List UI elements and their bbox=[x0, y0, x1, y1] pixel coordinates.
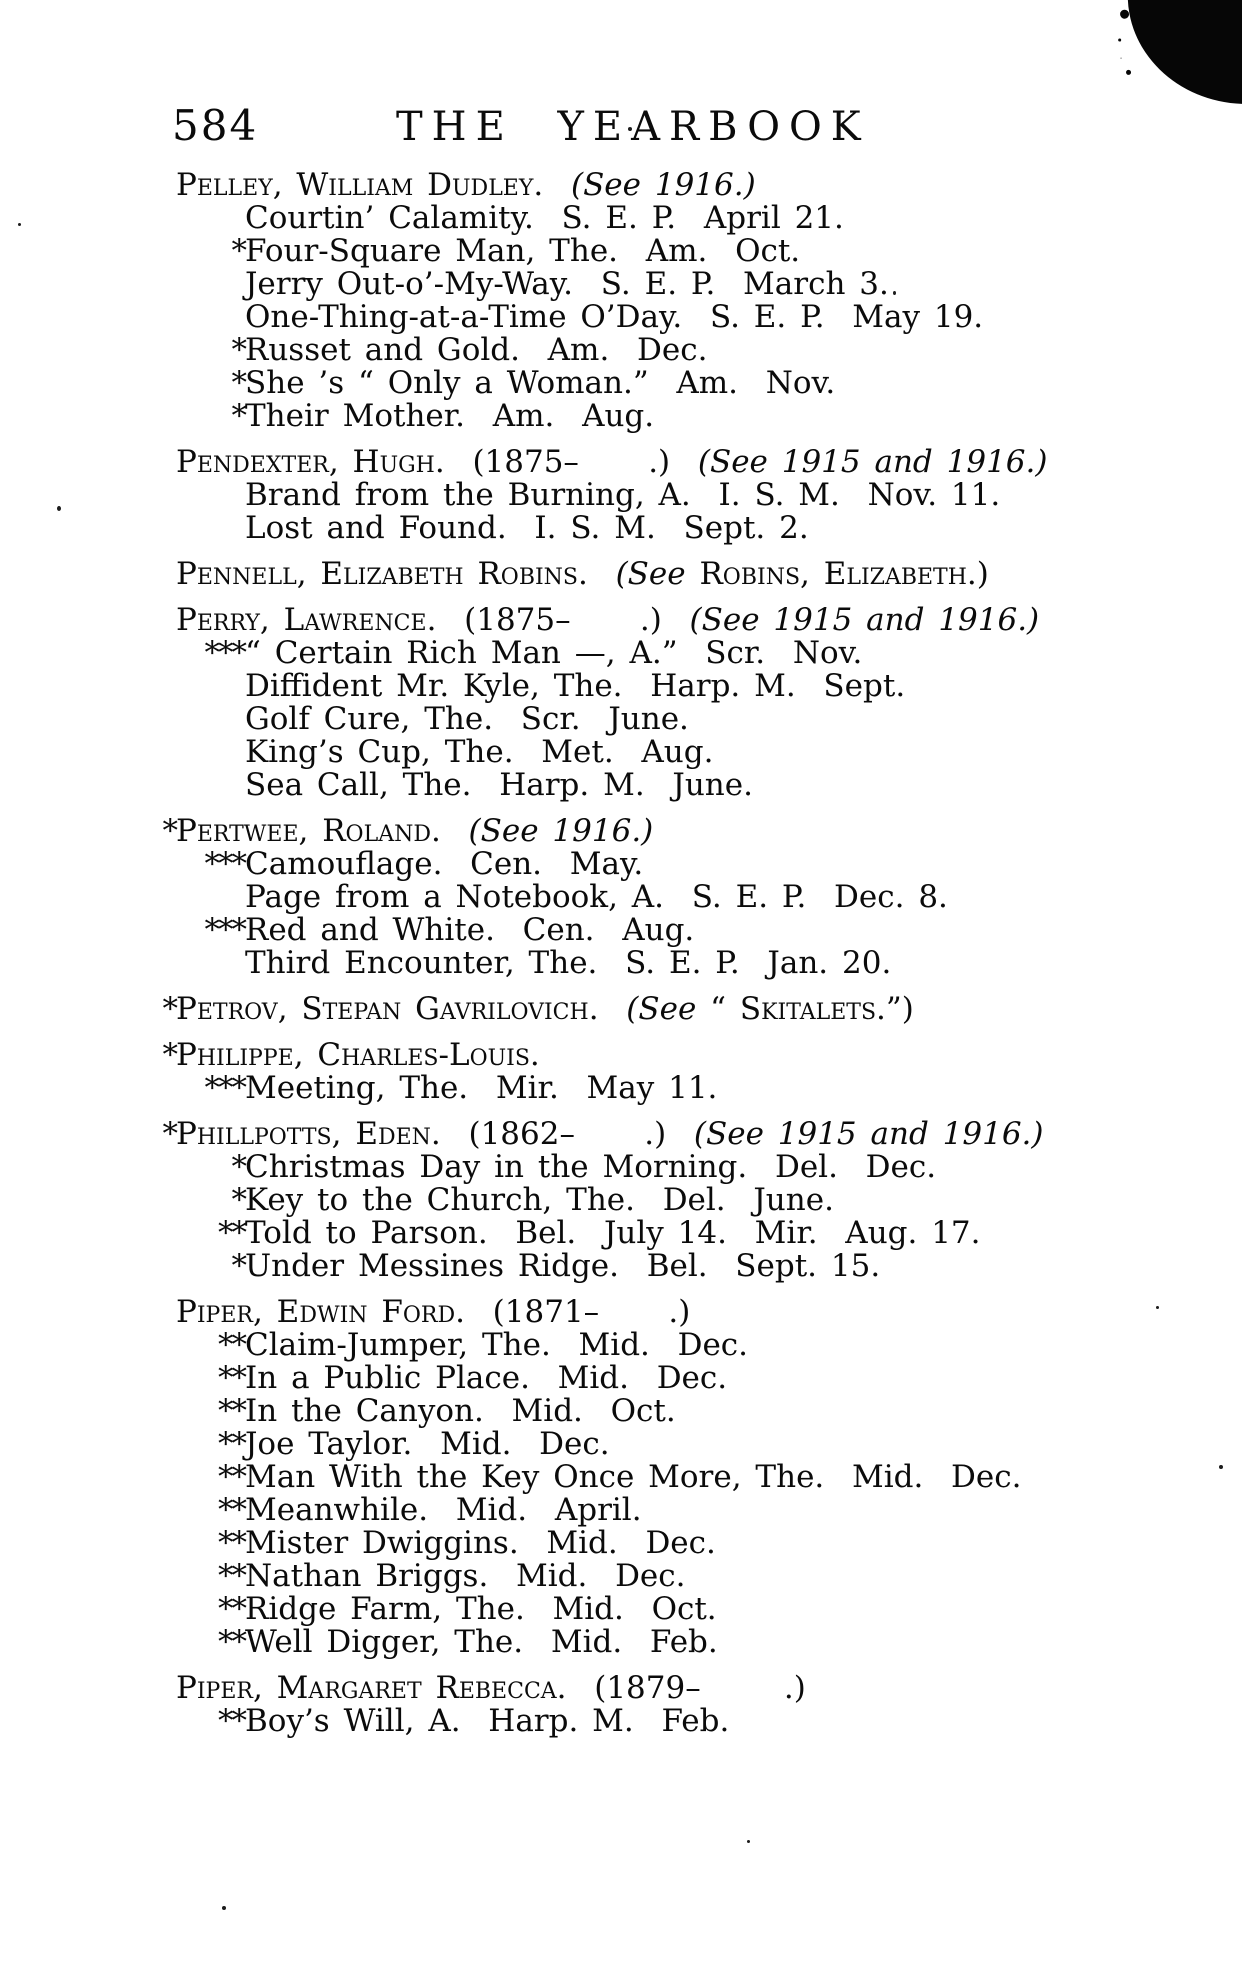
author-segment bbox=[588, 556, 616, 592]
work-line bbox=[245, 202, 1206, 235]
author-segment: (See 1916.) bbox=[570, 167, 756, 203]
author-segment: (See 1915 and 1916.) bbox=[693, 1116, 1044, 1152]
work-stars: ** bbox=[218, 1703, 245, 1739]
author-segment: (1879– .) bbox=[566, 1670, 806, 1706]
work-stars: *** bbox=[204, 635, 245, 671]
work-line bbox=[231, 1248, 1206, 1284]
work-title: King’s Cup, The. Met. Aug. bbox=[245, 734, 714, 770]
work-title: Page from a Notebook, A. S. E. P. Dec. 8. bbox=[245, 879, 948, 915]
work-title: One-Thing-at-a-Time O’Day. S. E. P. May 19. bbox=[245, 299, 984, 335]
work-title: Meeting, The. Mir. May 11. bbox=[245, 1070, 718, 1106]
work-stars: ** bbox=[218, 1525, 245, 1561]
author-segment: “ Skitalets.” bbox=[710, 991, 902, 1027]
author-entry bbox=[176, 446, 1206, 545]
work-title: Third Encounter, The. S. E. P. Jan. 20. bbox=[245, 945, 892, 981]
author-segment: Philippe, Charles-Louis. bbox=[176, 1037, 540, 1073]
work-title: Ridge Farm, The. Mid. Oct. bbox=[245, 1591, 717, 1627]
author-entry bbox=[176, 169, 1206, 433]
author-segment bbox=[441, 813, 469, 849]
author-stars: * bbox=[162, 813, 176, 849]
author-segment: (See 1915 and 1916.) bbox=[697, 444, 1048, 480]
work-title: Christmas Day in the Morning. Del. Dec. bbox=[245, 1149, 937, 1185]
work-stars: *** bbox=[204, 1070, 245, 1106]
scan-speckle bbox=[222, 1906, 226, 1910]
work-line bbox=[245, 881, 1206, 914]
work-line bbox=[245, 512, 1206, 545]
author-entry bbox=[176, 558, 1206, 591]
work-line bbox=[218, 1624, 1206, 1660]
work-line bbox=[204, 846, 1206, 882]
work-line bbox=[218, 1558, 1206, 1594]
author-segment: (1875– .) bbox=[436, 602, 690, 638]
author-segment: ) bbox=[901, 991, 914, 1027]
author-entry bbox=[162, 1116, 1206, 1284]
work-line bbox=[245, 769, 1206, 802]
work-stars: ** bbox=[218, 1459, 245, 1495]
author-segment: Piper, Edwin Ford. bbox=[176, 1294, 465, 1330]
author-stars: * bbox=[162, 1116, 176, 1152]
author-segment: Perry, Lawrence. bbox=[176, 602, 437, 638]
work-line bbox=[218, 1703, 1206, 1739]
author-segment: Pendexter, Hugh. bbox=[176, 444, 445, 480]
work-title: “ Certain Rich Man —, A.” Scr. Nov. bbox=[245, 635, 863, 671]
work-title: In the Canyon. Mid. Oct. bbox=[245, 1393, 676, 1429]
work-stars: ** bbox=[218, 1426, 245, 1462]
work-line bbox=[204, 912, 1206, 948]
work-stars: * bbox=[231, 1182, 245, 1218]
author-line bbox=[162, 813, 1206, 849]
work-title: Claim-Jumper, The. Mid. Dec. bbox=[245, 1327, 749, 1363]
work-line bbox=[218, 1393, 1206, 1429]
work-stars: ** bbox=[218, 1360, 245, 1396]
author-line bbox=[162, 991, 1206, 1027]
work-title: Well Digger, The. Mid. Feb. bbox=[245, 1624, 718, 1660]
work-title: Diffident Mr. Kyle, The. Harp. M. Sept. bbox=[245, 668, 906, 704]
work-line bbox=[231, 365, 1206, 401]
work-title: Jerry Out-o’-My-Way. S. E. P. March 3. bbox=[245, 266, 889, 302]
author-line bbox=[176, 1672, 1206, 1705]
work-stars: * bbox=[231, 1248, 245, 1284]
author-entry bbox=[176, 1296, 1206, 1659]
work-line bbox=[218, 1459, 1206, 1495]
work-title: Russet and Gold. Am. Dec. bbox=[245, 332, 708, 368]
work-title: Man With the Key Once More, The. Mid. Dec. bbox=[245, 1459, 1022, 1495]
work-line bbox=[218, 1360, 1206, 1396]
work-line bbox=[245, 268, 1206, 301]
author-segment: Pelley, William Dudley. bbox=[176, 167, 544, 203]
work-stars: * bbox=[231, 365, 245, 401]
work-stars: * bbox=[231, 332, 245, 368]
work-line bbox=[231, 1149, 1206, 1185]
work-title: Their Mother. Am. Aug. bbox=[245, 398, 655, 434]
scan-speckle bbox=[1219, 1465, 1223, 1469]
work-title: Mister Dwiggins. Mid. Dec. bbox=[245, 1525, 716, 1561]
work-stars: ** bbox=[218, 1591, 245, 1627]
work-line bbox=[231, 233, 1206, 269]
author-segment: (See bbox=[615, 556, 700, 592]
author-entry bbox=[162, 1037, 1206, 1106]
work-stars: ** bbox=[218, 1558, 245, 1594]
work-stars: * bbox=[231, 398, 245, 434]
work-title: Red and White. Cen. Aug. bbox=[245, 912, 695, 948]
author-stars: * bbox=[162, 1037, 176, 1073]
author-line bbox=[176, 446, 1206, 479]
author-segment: (1875– .) bbox=[444, 444, 698, 480]
work-line bbox=[218, 1525, 1206, 1561]
scan-speckle bbox=[747, 1840, 750, 1843]
work-line bbox=[231, 398, 1206, 434]
work-title: Four-Square Man, The. Am. Oct. bbox=[245, 233, 801, 269]
work-title: Told to Parson. Bel. July 14. Mir. Aug. 17. bbox=[245, 1215, 981, 1251]
author-line bbox=[176, 169, 1206, 202]
author-segment: (1871– .) bbox=[464, 1294, 691, 1330]
author-line bbox=[162, 1037, 1206, 1073]
scan-speckle bbox=[57, 506, 61, 511]
work-line bbox=[245, 670, 1206, 703]
work-title: Joe Taylor. Mid. Dec. bbox=[245, 1426, 610, 1462]
work-stars: * bbox=[231, 1149, 245, 1185]
work-line bbox=[231, 1182, 1206, 1218]
work-stars: ** bbox=[218, 1327, 245, 1363]
work-stars: ** bbox=[218, 1393, 245, 1429]
work-title: Golf Cure, The. Scr. June. bbox=[245, 701, 689, 737]
author-segment: (1862– .) bbox=[440, 1116, 694, 1152]
author-segment: Pennell, Elizabeth Robins. bbox=[176, 556, 588, 592]
work-stars: ** bbox=[218, 1492, 245, 1528]
work-stars: ** bbox=[218, 1624, 245, 1660]
author-segment bbox=[543, 167, 571, 203]
author-segment: (See 1915 and 1916.) bbox=[689, 602, 1040, 638]
work-title: Lost and Found. I. S. M. Sept. 2. bbox=[245, 510, 809, 546]
work-line bbox=[245, 947, 1206, 980]
author-entry bbox=[176, 1672, 1206, 1738]
author-entry bbox=[162, 991, 1206, 1027]
work-title: Sea Call, The. Harp. M. June. bbox=[245, 767, 753, 803]
scan-speckle bbox=[18, 223, 21, 226]
work-title: Under Messines Ridge. Bel. Sept. 15. bbox=[245, 1248, 881, 1284]
author-segment: ) bbox=[976, 556, 989, 592]
work-stars: *** bbox=[204, 846, 245, 882]
work-line bbox=[218, 1327, 1206, 1363]
work-line bbox=[218, 1591, 1206, 1627]
work-title: Key to the Church, The. Del. June. bbox=[245, 1182, 834, 1218]
author-segment: Robins, Elizabeth. bbox=[699, 556, 977, 592]
work-title: She ’s “ Only a Woman.” Am. Nov. bbox=[245, 365, 836, 401]
author-segment: Piper, Margaret Rebecca. bbox=[176, 1670, 567, 1706]
work-line bbox=[245, 703, 1206, 736]
work-stars: ** bbox=[218, 1215, 245, 1251]
work-line bbox=[218, 1492, 1206, 1528]
author-segment bbox=[599, 991, 627, 1027]
author-stars: * bbox=[162, 991, 176, 1027]
work-line bbox=[204, 1070, 1206, 1106]
work-line bbox=[218, 1426, 1206, 1462]
author-segment: (See 1916.) bbox=[468, 813, 654, 849]
work-line bbox=[231, 332, 1206, 368]
author-entry bbox=[162, 813, 1206, 981]
author-segment: Petrov, Stepan Gavrilovich. bbox=[176, 991, 599, 1027]
work-title: Camouflage. Cen. May. bbox=[245, 846, 644, 882]
work-line bbox=[245, 736, 1206, 769]
work-title: Meanwhile. Mid. April. bbox=[245, 1492, 642, 1528]
author-segment: (See bbox=[626, 991, 711, 1027]
author-entry bbox=[176, 604, 1206, 802]
author-line bbox=[176, 558, 1206, 591]
scan-artifact-corner bbox=[1124, 0, 1242, 104]
work-line bbox=[245, 479, 1206, 512]
work-title: Courtin’ Calamity. S. E. P. April 21. bbox=[245, 200, 844, 236]
work-line bbox=[204, 635, 1206, 671]
author-line bbox=[162, 1116, 1206, 1152]
work-title: Brand from the Burning, A. I. S. M. Nov. 11. bbox=[245, 477, 1001, 513]
work-stars: * bbox=[231, 233, 245, 269]
work-title: In a Public Place. Mid. Dec. bbox=[245, 1360, 728, 1396]
work-title: Boy’s Will, A. Harp. M. Feb. bbox=[245, 1703, 730, 1739]
entry-list bbox=[162, 167, 1206, 1751]
work-line bbox=[245, 301, 1206, 334]
page-title: THE YEARBOOK bbox=[396, 104, 870, 150]
author-line bbox=[176, 1296, 1206, 1329]
author-segment: Pertwee, Roland. bbox=[176, 813, 441, 849]
work-stars: *** bbox=[204, 912, 245, 948]
author-line bbox=[176, 604, 1206, 637]
work-title: Nathan Briggs. Mid. Dec. bbox=[245, 1558, 686, 1594]
page-number: 584 bbox=[172, 101, 259, 150]
author-segment: Phillpotts, Eden. bbox=[176, 1116, 441, 1152]
work-line bbox=[218, 1215, 1206, 1251]
